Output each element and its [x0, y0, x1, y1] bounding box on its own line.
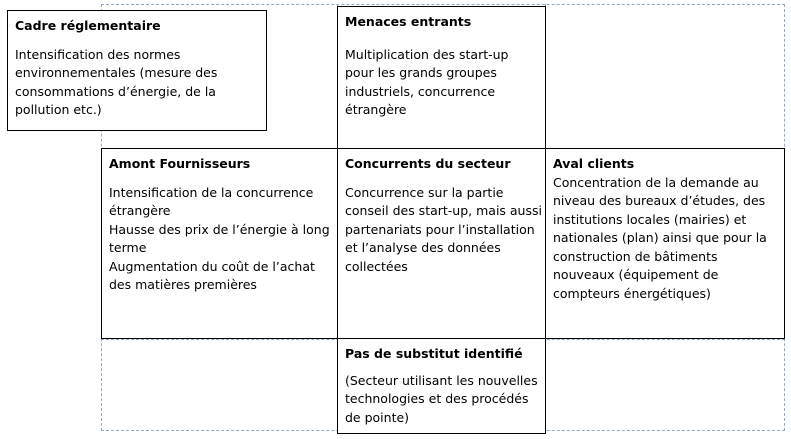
cadre-line: pollution etc.) — [15, 102, 102, 117]
substitut-title: Pas de substitut identifié — [345, 346, 523, 361]
aval-line: Concentration de la demande au — [553, 174, 759, 190]
menaces-line: pour les grands groupes — [345, 65, 497, 80]
substitut-box — [337, 338, 546, 434]
cadre-line: environnementales (mesure des — [15, 65, 218, 80]
amont-line: Hausse des prix de l’énergie à long — [109, 221, 330, 237]
cadre-line: consommations d’énergie, de la — [15, 83, 216, 99]
substitut-line: de pointe) — [345, 409, 410, 425]
concurrents-title: Concurrents du secteur — [345, 156, 511, 171]
menaces-line: industriels, concurrence — [345, 83, 496, 99]
concurrents-line: conseil des start-up, mais aussi — [345, 203, 542, 218]
substitut-line: (Secteur utilisant les nouvelles — [345, 372, 538, 388]
cadre-line: Intensification des normes — [15, 46, 181, 62]
menaces-line: Multiplication des start-up — [345, 46, 509, 62]
amont-line: terme — [109, 240, 147, 255]
amont-line: Augmentation du coût de l’achat — [109, 258, 315, 274]
aval-line: construction de bâtiments — [553, 248, 718, 264]
aval-line: nationales (plan) ainsi que pour la — [553, 230, 767, 245]
menaces-line: étrangère — [345, 102, 407, 117]
aval-line: compteurs énergétiques) — [553, 285, 711, 301]
cadre-reglementaire-box — [7, 10, 267, 131]
concurrents-line: collectées — [345, 258, 408, 274]
aval-line: nouveaux (équipement de — [553, 267, 719, 282]
amont-title: Amont Fournisseurs — [109, 156, 251, 171]
concurrents-secteur-box — [337, 148, 546, 339]
menaces-entrants-box — [337, 6, 546, 149]
amont-line: Intensification de la concurrence — [109, 184, 314, 200]
aval-line: institutions locales (mairies) et — [553, 211, 747, 227]
aval-clients-box — [545, 148, 785, 339]
aval-title: Aval clients — [553, 156, 635, 171]
cadre-title: Cadre réglementaire — [15, 18, 161, 33]
substitut-line: technologies et des procédés — [345, 391, 529, 406]
concurrents-line: et l’analyse des données — [345, 240, 501, 255]
amont-line: étrangère — [109, 203, 171, 218]
aval-line: niveau des bureaux d’études, des — [553, 193, 766, 208]
amont-fournisseurs-box — [101, 148, 338, 339]
concurrents-line: Concurrence sur la partie — [345, 184, 504, 200]
menaces-title: Menaces entrants — [345, 14, 472, 29]
amont-line: des matières premières — [109, 277, 257, 292]
concurrents-line: partenariats pour l’installation — [345, 221, 535, 237]
